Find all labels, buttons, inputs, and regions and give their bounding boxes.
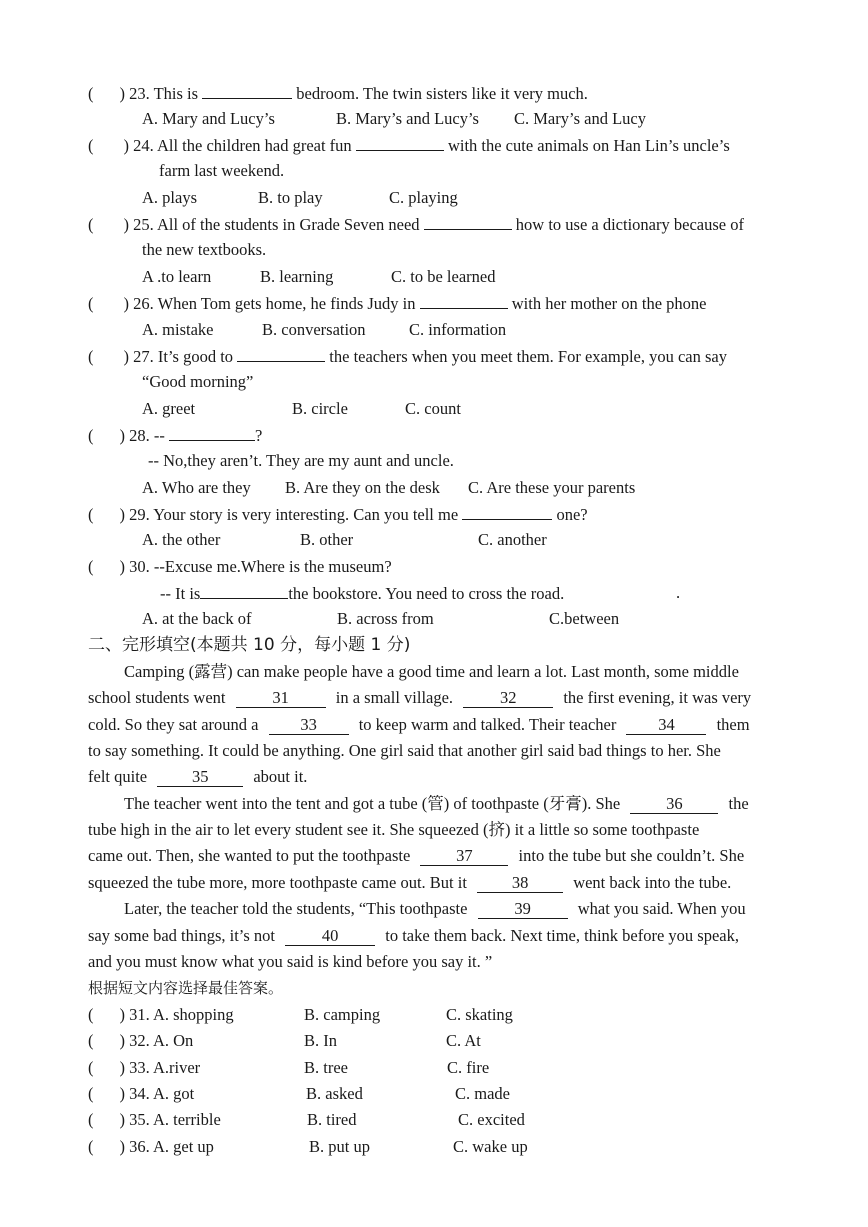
passage-text: Later, the teacher told the students, “This toothpaste <box>124 899 468 918</box>
q24-option-a[interactable]: A. plays <box>142 188 197 207</box>
mcq-32 <box>88 1031 193 1051</box>
question-26 <box>88 293 707 314</box>
q25-stem: ) 25. All of the students in Grade Seven need <box>123 215 420 234</box>
question-27 <box>88 346 727 367</box>
answer-paren[interactable]: ( <box>88 1110 94 1129</box>
q26-stem-end: with her mother on the phone <box>511 294 707 313</box>
mcq-34-option-a[interactable]: ) 34. A. got <box>119 1084 195 1103</box>
mcq-35-option-c[interactable]: C. excited <box>458 1110 525 1129</box>
q30-response-end: the bookstore. You need to cross the road. <box>288 584 565 603</box>
passage-text: say some bad things, it’s not <box>88 926 275 945</box>
gap-39[interactable]: 39 <box>478 900 568 919</box>
passage-text: The teacher went into the tent and got a tube (管) of toothpaste (牙膏). She <box>124 794 621 813</box>
mcq-31 <box>88 1005 234 1025</box>
gap-35[interactable]: 35 <box>157 768 243 787</box>
q23-blank[interactable] <box>202 83 292 99</box>
q30-stem: ) 30. --Excuse me.Where is the museum? <box>119 557 392 576</box>
q25-option-a[interactable]: A .to learn <box>142 267 212 286</box>
q26-option-c[interactable]: C. information <box>409 320 507 339</box>
answer-paren[interactable]: ( <box>88 136 94 155</box>
question-29 <box>88 504 588 525</box>
question-23 <box>88 83 588 104</box>
mcq-36-option-a[interactable]: ) 36. A. get up <box>119 1137 214 1156</box>
mcq-34-option-b[interactable]: B. asked <box>306 1084 363 1103</box>
q27-continuation: “Good morning” <box>142 372 254 391</box>
mcq-31-option-b[interactable]: B. camping <box>304 1005 381 1024</box>
mcq-35 <box>88 1110 221 1130</box>
mcq-35-option-a[interactable]: ) 35. A. terrible <box>119 1110 221 1129</box>
mcq-33-option-a[interactable]: ) 33. A.river <box>119 1058 201 1077</box>
passage-line-2 <box>88 688 751 708</box>
passage-line-12: and you must know what you said is kind before you say it. ” <box>88 952 493 971</box>
mcq-36-option-b[interactable]: B. put up <box>309 1137 370 1156</box>
passage-line-1: Camping (露营) can make people have a good time and learn a lot. Last month, some middle <box>124 662 739 681</box>
q24-continuation: farm last weekend. <box>159 161 285 180</box>
question-30 <box>88 557 392 577</box>
answer-paren[interactable]: ( <box>88 505 94 524</box>
question-24 <box>88 135 730 156</box>
passage-text: felt quite <box>88 767 148 786</box>
q26-blank[interactable] <box>420 293 508 309</box>
q23-option-c[interactable]: C. Mary’s and Lucy <box>514 109 646 128</box>
mcq-34 <box>88 1084 194 1104</box>
section-2-title: 二、完形填空(本题共 10 分，每小题 1 分) <box>88 635 411 655</box>
mcq-35-option-b[interactable]: B. tired <box>307 1110 357 1129</box>
mcq-33-option-b[interactable]: B. tree <box>304 1058 348 1077</box>
q25-option-c[interactable]: C. to be learned <box>391 267 496 286</box>
stray-dot: . <box>676 583 681 602</box>
mcq-31-option-c[interactable]: C. skating <box>446 1005 513 1024</box>
mcq-36-option-c[interactable]: C. wake up <box>453 1137 528 1156</box>
q27-option-a[interactable]: A. greet <box>142 399 196 418</box>
mcq-33-option-c[interactable]: C. fire <box>447 1058 490 1077</box>
q29-option-a[interactable]: A. the other <box>142 530 221 549</box>
passage-line-4: to say something. It could be anything. One girl said that another girl said bad things to her. She <box>88 741 721 760</box>
answer-paren[interactable]: ( <box>88 294 94 313</box>
answer-paren[interactable]: ( <box>88 1005 94 1024</box>
passage-text: the <box>728 794 749 813</box>
q30-option-b[interactable]: B. across from <box>337 609 434 628</box>
gap-34[interactable]: 34 <box>626 716 706 735</box>
gap-32[interactable]: 32 <box>463 689 553 708</box>
instruction: 根据短文内容选择最佳答案。 <box>88 979 284 997</box>
q26-option-b[interactable]: B. conversation <box>262 320 366 339</box>
q23-option-b[interactable]: B. Mary’s and Lucy’s <box>336 109 479 128</box>
q27-option-b[interactable]: B. circle <box>292 399 348 418</box>
answer-paren[interactable]: ( <box>88 1084 94 1103</box>
q25-continuation: the new textbooks. <box>142 240 267 259</box>
passage-line-3 <box>88 715 750 735</box>
q27-option-c[interactable]: C. count <box>405 399 461 418</box>
passage-text: them <box>716 715 750 734</box>
q28-stem-end: ? <box>254 426 263 445</box>
passage-text: the first evening, it was very <box>563 688 752 707</box>
q24-option-b[interactable]: B. to play <box>258 188 323 207</box>
passage-text: into the tube but she couldn’t. She <box>518 846 745 865</box>
passage-text: about it. <box>253 767 308 786</box>
mcq-32-option-c[interactable]: C. At <box>446 1031 481 1050</box>
gap-38[interactable]: 38 <box>477 874 563 893</box>
mcq-36 <box>88 1137 214 1157</box>
q29-option-c[interactable]: C. another <box>478 530 547 549</box>
gap-37[interactable]: 37 <box>420 847 508 866</box>
q24-stem: ) 24. All the children had great fun <box>123 136 352 155</box>
passage-text: squeezed the tube more, more toothpaste came out. But it <box>88 873 467 892</box>
answer-paren[interactable]: ( <box>88 347 94 366</box>
q23-option-a[interactable]: A. Mary and Lucy’s <box>142 109 275 128</box>
q28-option-b[interactable]: B. Are they on the desk <box>285 478 440 497</box>
q28-stem: ) 28. -- <box>119 426 165 445</box>
q27-stem-end: the teachers when you meet them. For example, you can say <box>329 347 727 366</box>
question-28 <box>88 425 262 446</box>
gap-33[interactable]: 33 <box>269 716 349 735</box>
gap-36[interactable]: 36 <box>630 795 718 814</box>
passage-text: came out. Then, she wanted to put the toothpaste <box>88 846 411 865</box>
answer-paren[interactable]: ( <box>88 557 94 576</box>
passage-line-7: tube high in the air to let every student see it. She squeezed (挤) it a little so some toothpaste <box>88 820 700 839</box>
passage-text: to take them back. Next time, think before you speak, <box>385 926 739 945</box>
q29-option-b[interactable]: B. other <box>300 530 354 549</box>
q24-blank[interactable] <box>356 135 444 151</box>
q24-stem-end: with the cute animals on Han Lin’s uncle’s <box>447 136 730 155</box>
mcq-34-option-c[interactable]: C. made <box>455 1084 510 1103</box>
q30-response-start: -- It is <box>160 584 201 603</box>
q30-option-c[interactable]: C.between <box>549 609 620 628</box>
passage-text: in a small village. <box>335 688 454 707</box>
passage-line-11 <box>88 926 739 946</box>
mcq-33 <box>88 1058 200 1078</box>
q30-option-a[interactable]: A. at the back of <box>142 609 252 628</box>
q30-blank[interactable] <box>200 583 288 599</box>
answer-paren[interactable]: ( <box>88 1031 94 1050</box>
q28-option-c[interactable]: C. Are these your parents <box>468 478 636 497</box>
passage-line-9 <box>88 873 731 893</box>
q28-option-a[interactable]: A. Who are they <box>142 478 251 497</box>
passage-text: cold. So they sat around a <box>88 715 259 734</box>
mcq-31-option-a[interactable]: ) 31. A. shopping <box>119 1005 234 1024</box>
answer-paren[interactable]: ( <box>88 426 94 445</box>
q27-blank[interactable] <box>237 346 325 362</box>
answer-paren[interactable]: ( <box>88 1137 94 1156</box>
q29-stem-end: one? <box>556 505 588 524</box>
q27-stem: ) 27. It’s good to <box>123 347 234 366</box>
q25-blank[interactable] <box>424 214 512 230</box>
q28-response: -- No,they aren’t. They are my aunt and uncle. <box>148 451 454 470</box>
q29-stem: ) 29. Your story is very interesting. Can you tell me <box>119 505 459 524</box>
q24-option-c[interactable]: C. playing <box>389 188 458 207</box>
q30-response <box>160 583 564 604</box>
q25-stem-end: how to use a dictionary because of <box>515 215 744 234</box>
q29-blank[interactable] <box>462 504 552 520</box>
passage-text: went back into the tube. <box>573 873 732 892</box>
gap-40[interactable]: 40 <box>285 927 375 946</box>
passage-line-6 <box>124 794 749 814</box>
passage-text: to keep warm and talked. Their teacher <box>358 715 617 734</box>
q25-option-b[interactable]: B. learning <box>260 267 334 286</box>
question-25 <box>88 214 744 235</box>
mcq-32-option-b[interactable]: B. In <box>304 1031 337 1050</box>
mcq-32-option-a[interactable]: ) 32. A. On <box>119 1031 194 1050</box>
answer-paren[interactable]: ( <box>88 215 94 234</box>
q26-stem: ) 26. When Tom gets home, he finds Judy in <box>123 294 416 313</box>
passage-text: school students went <box>88 688 226 707</box>
passage-line-10 <box>124 899 746 919</box>
q23-stem: ) 23. This is <box>119 84 199 103</box>
gap-31[interactable]: 31 <box>236 689 326 708</box>
q23-stem-end: bedroom. The twin sisters like it very much. <box>296 84 588 103</box>
answer-paren[interactable]: ( <box>88 1058 94 1077</box>
q28-blank[interactable] <box>169 425 255 441</box>
passage-line-8 <box>88 846 744 866</box>
q26-option-a[interactable]: A. mistake <box>142 320 214 339</box>
passage-line-5 <box>88 767 307 787</box>
passage-text: what you said. When you <box>577 899 746 918</box>
answer-paren[interactable]: ( <box>88 84 94 103</box>
